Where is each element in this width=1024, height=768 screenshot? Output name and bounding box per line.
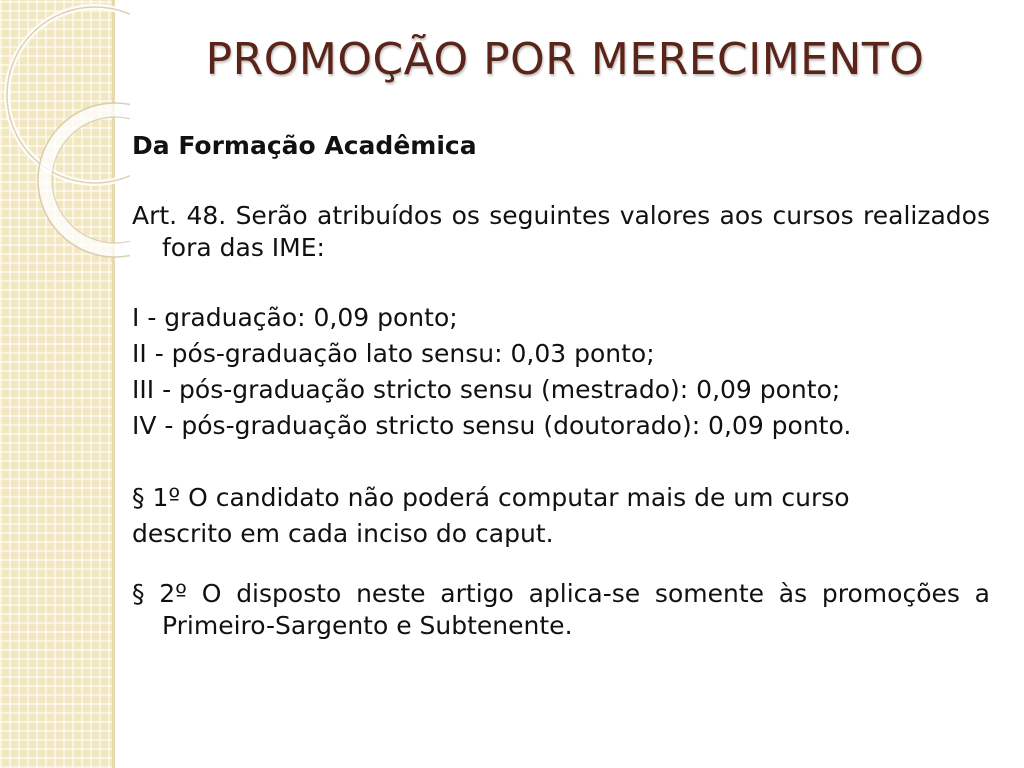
paragraph-1-line-2: descrito em cada inciso do caput.	[132, 519, 554, 548]
spacer	[132, 264, 990, 300]
article-intro: Art. 48. Serão atribuídos os seguintes valores aos cursos realizados fora das IME:	[132, 201, 990, 262]
slide-content	[132, 128, 990, 642]
list-item: I - graduação: 0,09 ponto;	[132, 303, 458, 332]
paragraph-1-line-1: § 1º O candidato não poderá computar mais de um curso	[132, 483, 850, 512]
decorative-circles	[0, 0, 130, 280]
list-item: II - pós-graduação lato sensu: 0,03 ponto;	[132, 339, 655, 368]
paragraph-2: § 2º O disposto neste artigo aplica-se somente às promoções a Primeiro-Sargento e Subtenente.	[132, 579, 990, 640]
list-item: III - pós-graduação stricto sensu (mestrado): 0,09 ponto;	[132, 375, 841, 404]
spacer	[132, 444, 990, 480]
slide-title: PROMOÇÃO POR MERECIMENTO	[205, 34, 925, 85]
list-item: IV - pós-graduação stricto sensu (doutorado): 0,09 ponto.	[132, 411, 852, 440]
spacer	[132, 552, 990, 578]
section-heading: Da Formação Acadêmica	[132, 131, 477, 160]
